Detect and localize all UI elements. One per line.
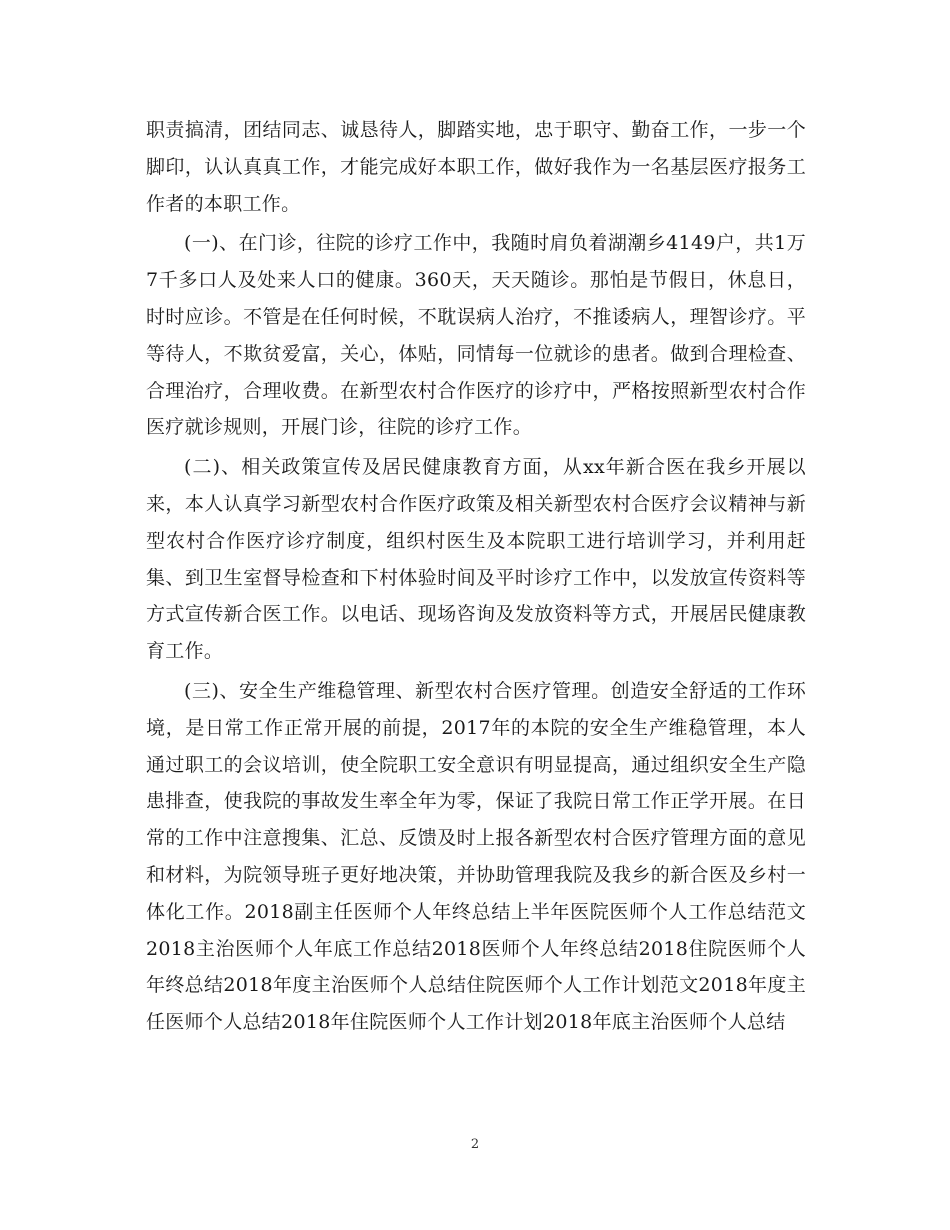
paragraph-safety-management: (三)、安全生产维稳管理、新型农村合医疗管理。创造安全舒适的工作环境，是日常工作正常开展的前提，2017年的本院的安全生产维稳管理，本人通过职工的会议培训，使全院职工安全意识有明显提高，通过组织安全生产隐患排查，使我院的事故发生率全年为零，保证了我院日常工作正学开展。在日常的工作中注意搜集、汇总、反馈及时上报各新型农村合医疗管理方面的意见和材料，为院领导班子更好地决策，并协助管理我院及我乡的新合医及乡村一体化工作。2018副主任医师个人年终总结上半年医院医师个人工作总结范文2018主治医师个人年底工作总结2018医师个人年终总结2018住院医师个人年终总结2018年度主治医师个人总结住院医师个人工作计划范文2018年度主任医师个人总结2018年住院医师个人工作计划2018年底主治医师个人总结 [146, 679, 806, 1034]
paragraph-continued: 职责搞清，团结同志、诚恳待人，脚踏实地，忠于职守、勤奋工作，一步一个脚印，认认真真工作，才能完成好本职工作，做好我作为一名基层医疗报务工作者的本职工作。 [146, 119, 806, 215]
paragraph-policy-education: (二)、相关政策宣传及居民健康教育方面，从xx年新合医在我乡开展以来，本人认真学习新型农村合作医疗政策及相关新型农村合医疗会议精神与新型农村合作医疗诊疗制度，组织村医生及本院职工进行培训学习，并利用赶集、到卫生室督导检查和下村体验时间及平时诊疗工作中，以发放宣传资料等方式宣传新合医工作。以电话、现场咨询及发放资料等方式，开展居民健康教育工作。 [146, 456, 806, 663]
page-number: 2 [470, 1137, 480, 1152]
document-body [146, 112, 806, 1044]
paragraph-outpatient: (一)、在门诊，往院的诊疗工作中，我随时肩负着湖潮乡4149户，共1万7千多口人及处来人口的健康。360天，天天随诊。那怕是节假日，休息日，时时应诊。不管是在任何时候，不耽误病人治疗，不推诿病人，理智诊疗。平等待人，不欺贫爱富，关心，体贴，同情每一位就诊的患者。做到合理检查、合理治疗，合理收费。在新型农村合作医疗的诊疗中，严格按照新型农村合作医疗就诊规则，开展门诊，往院的诊疗工作。 [146, 232, 806, 439]
